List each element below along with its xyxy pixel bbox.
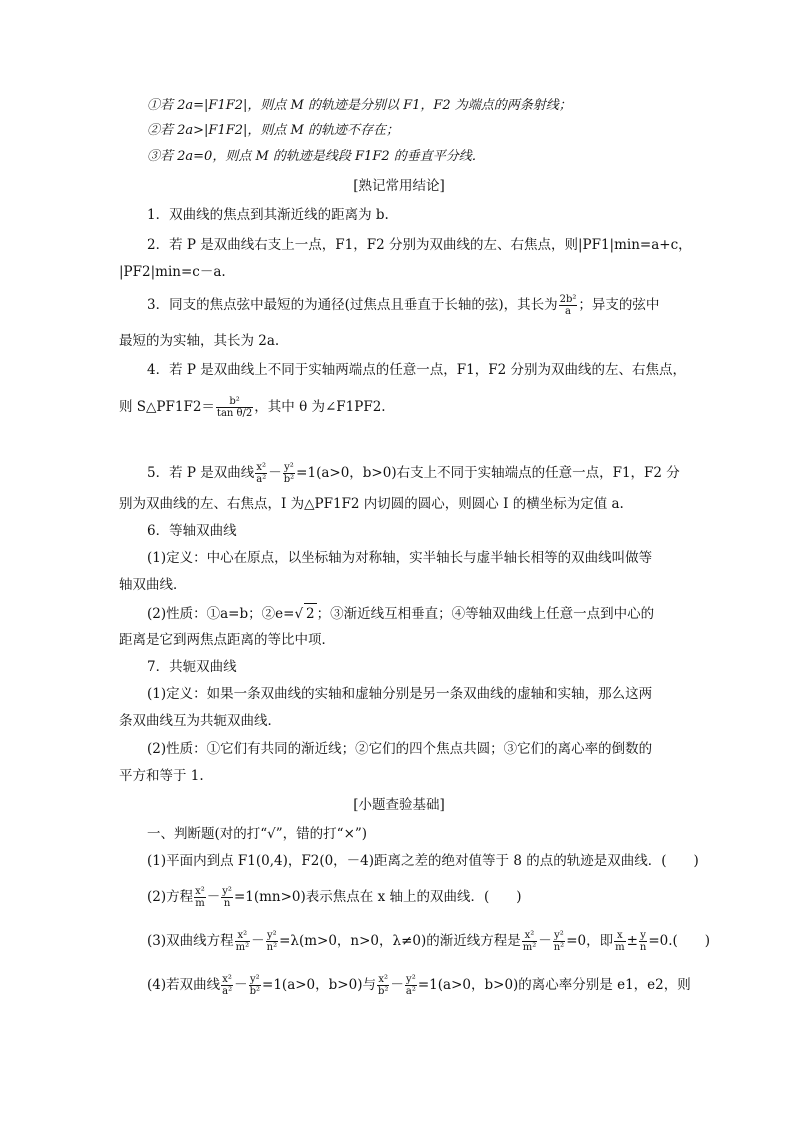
text-line: 别为双曲线的左、右焦点，I 为△PF1F2 内切圆的圆心，则圆心 I 的横坐标为定值 a.	[119, 496, 624, 512]
text-span: ，其中 θ 为∠F1PF2.	[254, 399, 386, 415]
text-span: ；异支的弦中	[578, 297, 660, 313]
fraction-numerator: y	[640, 930, 646, 941]
text-span: (4)若双曲线	[147, 977, 221, 993]
text-span: =1(a>0，b>0)右支上不同于实轴端点的任意一点，F1，F2 分	[296, 465, 680, 481]
text-line: ③若 2a=0，则点 M 的轨迹是线段 F1F2 的垂直平分线．	[147, 149, 485, 164]
fraction-denominator: n	[223, 898, 231, 909]
operator: －	[538, 933, 552, 949]
question-2	[147, 886, 707, 909]
question-1: (1)平面内到点 F1(0,4)，F2(0，－4)距离之差的绝对值等于 8 的点的轨迹是双曲线．( )	[147, 853, 699, 869]
fraction-denominator: b²	[249, 986, 261, 997]
text-line: 距离是它到两焦点距离的等比中项．	[119, 632, 335, 648]
section-heading: [小题查验基础]	[353, 797, 445, 813]
text-line: (1)定义：如果一条双曲线的实轴和虚轴分别是另一条双曲线的虚轴和实轴，那么这两	[147, 686, 653, 702]
fraction	[221, 886, 233, 909]
fraction-numerator: y²	[406, 974, 416, 985]
fraction-numerator: y²	[267, 930, 277, 941]
question-3	[147, 930, 711, 953]
text-line: (2)性质：①它们有共同的渐近线；②它们的四个焦点共圆；③它们的离心率的倒数的	[147, 741, 653, 757]
text-line: 轴双曲线．	[119, 577, 187, 593]
fraction	[405, 974, 417, 997]
text-line: (2)性质：①a=b；②e=√ 2 ；③渐近线互相垂直；④等轴双曲线上任意一点到中心的	[147, 603, 707, 624]
text-line: ①若 2a=|F1F2|，则点 M 的轨迹是分别以 F1，F2 为端点的两条射线；	[147, 98, 572, 113]
fraction-denominator: m²	[522, 942, 537, 953]
text-span: 则 S△PF1F2＝	[119, 399, 215, 415]
fraction-denominator: b²	[377, 986, 389, 997]
fraction	[266, 930, 278, 953]
fraction-denominator: n²	[266, 942, 278, 953]
text-span: =0.( )	[648, 933, 711, 949]
fraction	[235, 930, 251, 953]
fraction-denominator: m	[195, 898, 205, 909]
text-span: =0，即	[566, 933, 614, 949]
text-line: 最短的为实轴，其长为 2a.	[119, 333, 280, 349]
question-4	[147, 974, 707, 997]
text-span: ；③渐近线互相垂直；④等轴双曲线上任意一点到中心的	[316, 606, 655, 622]
fraction	[221, 974, 233, 997]
text-line: 一、判断题(对的打“√”，错的打“×”)	[147, 826, 368, 842]
text-line: ②若 2a>|F1F2|，则点 M 的轨迹不存在；	[147, 123, 399, 138]
fraction-numerator: x²	[256, 462, 267, 473]
fraction-denominator: a	[565, 306, 571, 317]
text-span: =1(a>0，b>0)与	[262, 977, 376, 993]
fraction-denominator: m²	[235, 942, 250, 953]
text-line: 4．若 P 是双曲线上不同于实轴两端点的任意一点，F1，F2 分别为双曲线的左、右焦点，	[147, 362, 686, 378]
operator: －	[390, 977, 404, 993]
fraction-numerator: y²	[284, 462, 294, 473]
text-span: 5．若 P 是双曲线	[147, 465, 255, 481]
text-line: 平方和等于 1.	[119, 768, 204, 784]
fraction-denominator: m	[615, 942, 625, 953]
fraction-numerator: y²	[554, 930, 564, 941]
operator: －	[268, 465, 282, 481]
text-span: 3．同支的焦点弦中最短的为通径(过焦点且垂直于长轴的弦)，其长为	[147, 297, 558, 313]
fraction	[216, 396, 253, 419]
fraction-numerator: x²	[522, 930, 538, 942]
operator: －	[251, 933, 265, 949]
section-heading: [熟记常用结论]	[353, 178, 445, 194]
fraction-denominator: tan θ/2	[216, 408, 253, 419]
fraction	[639, 930, 647, 953]
fraction-numerator: y²	[249, 974, 260, 985]
fraction-denominator: n²	[553, 942, 565, 953]
fraction-denominator: a²	[222, 986, 233, 997]
text-span: =1(a>0，b>0)的离心率分别是 e1，e2，则	[417, 977, 691, 993]
fraction-denominator: n	[639, 942, 647, 953]
fraction-numerator: x²	[195, 886, 205, 897]
fraction	[377, 974, 389, 997]
fraction-numerator: x	[614, 930, 625, 942]
fraction	[614, 930, 625, 953]
fraction	[559, 294, 578, 317]
sqrt-radicand: 2	[304, 603, 317, 624]
fraction-numerator: 2b²	[559, 294, 577, 305]
fraction-numerator: b²	[216, 396, 253, 408]
fraction-numerator: y²	[222, 886, 232, 897]
operator: ±	[626, 933, 638, 949]
fraction	[255, 462, 267, 485]
text-line: 7．共轭双曲线	[147, 659, 237, 675]
text-line	[119, 396, 679, 419]
fraction-numerator: x²	[222, 974, 232, 985]
fraction	[283, 462, 295, 485]
text-span: =λ(m>0，n>0，λ≠0)的渐近线方程是	[279, 933, 521, 949]
fraction	[249, 974, 261, 997]
text-line: 2．若 P 是双曲线右支上一点，F1，F2 分别为双曲线的左、右焦点，则|PF1|min=a+c，	[147, 237, 692, 253]
fraction-numerator: x²	[235, 930, 251, 942]
fraction-denominator: a²	[256, 474, 267, 485]
fraction-numerator: x²	[378, 974, 388, 985]
text-line	[147, 294, 707, 317]
fraction	[553, 930, 565, 953]
text-line: |PF2|min=c－a.	[119, 264, 226, 280]
fraction-denominator: b²	[283, 474, 295, 485]
text-span: =1(mn>0)表示焦点在 x 轴上的双曲线．( )	[233, 889, 522, 905]
operator: －	[206, 889, 221, 905]
text-line: (1)定义：中心在原点，以坐标轴为对称轴，实半轴长与虚半轴长相等的双曲线叫做等	[147, 550, 653, 566]
text-span: (2)性质：①a=b；②e=	[147, 606, 295, 622]
fraction	[194, 886, 206, 909]
text-line: 6．等轴双曲线	[147, 523, 237, 539]
text-line	[147, 462, 707, 485]
operator: －	[234, 977, 248, 993]
text-line: 条双曲线互为共轭双曲线．	[119, 713, 281, 729]
fraction-denominator: a²	[405, 986, 416, 997]
text-span: (2)方程	[147, 889, 194, 905]
fraction	[522, 930, 538, 953]
text-line: 1．双曲线的焦点到其渐近线的距离为 b.	[147, 207, 389, 223]
text-span: (3)双曲线方程	[147, 933, 234, 949]
